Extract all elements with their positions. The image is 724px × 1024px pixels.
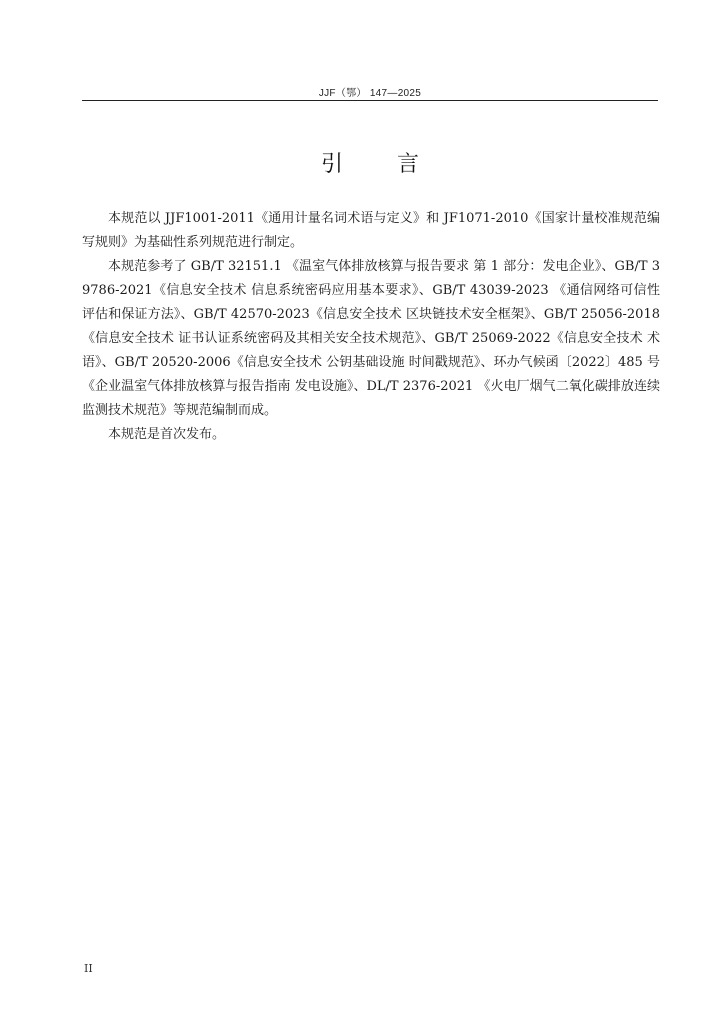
paragraph-first-release: 本规范是首次发布。 <box>108 427 226 442</box>
page-header: JJF（鄂） 147—2025 <box>318 88 422 99</box>
page-number: II <box>84 962 93 975</box>
paragraph-references: 本规范参考了 GB/T 32151.1 《温室气体排放核算与报告要求 第 1 部分：发电企业》、GB/T 39786-2021《信息安全技术 信息系统密码应用基本要求》、GB/T 43039-2023 《通信网络可信性评估和保证方法》、GB/T 42570-2023《信息安全技术 区块链技术安全框架》、GB/T 25056-2018《信息安全技术 证书认证系统密码及其相关安全技术规范》、GB/T 25069-2022《信息安全技术 术语》、GB/T 20520-2006《信息安全技术 公钥基础设施 时间戳规范》、环办气候函〔2022〕485 号《企业温室气体排放核算与报告指南 发电设施》、DL/T 2376-2021 《火电厂烟气二氧化碳排放连续监测技术规范》等规范编制而成。 <box>82 259 660 418</box>
section-title: 引言 <box>320 152 473 177</box>
body-content <box>82 207 660 447</box>
paragraph-basis: 本规范以 JJF1001-2011《通用计量名词术语与定义》和 JF1071-2010《国家计量校准规范编写规则》为基础性系列规范进行制定。 <box>82 211 660 250</box>
header-rule <box>82 100 658 101</box>
